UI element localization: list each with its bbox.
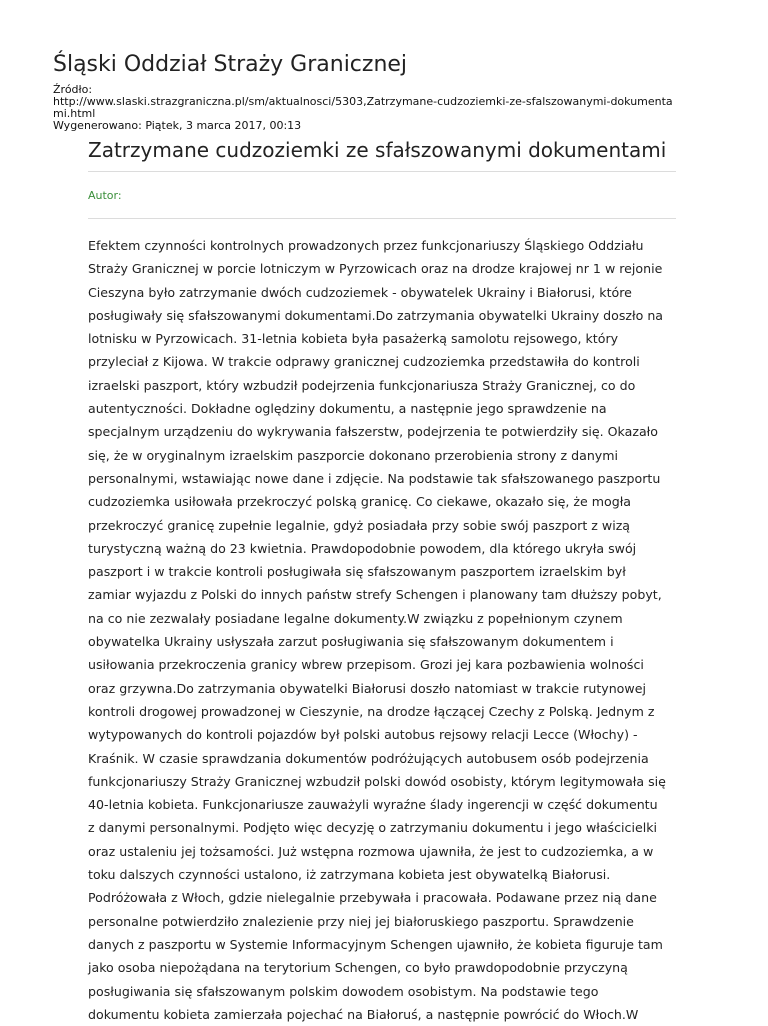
article-body-line: oraz grzywna.Do zatrzymania obywatelki Białorusi doszło natomiast w trakcie rutynowej (88, 680, 646, 696)
article-body-line: 40-letnia kobieta. Funkcjonariusze zauważyli wyraźne ślady ingerencji w część dokumentu (88, 797, 658, 813)
article-body (88, 234, 680, 1026)
article-body-line: funkcjonariuszy Straży Granicznej wzbudził polski dowód osobisty, którym legitymowała się (88, 773, 666, 789)
article-body-line: obywatelka Ukrainy usłyszała zarzut posługiwania się sfałszowanym dokumentem i (88, 634, 614, 650)
source-url[interactable]: http://www.slaski.strazgraniczna.pl/sm/aktualnosci/5303,Zatrzymane-cudzoziemki-ze-sfalszowanymi-dokumenta (53, 95, 673, 108)
article-body-line: posługiwały się sfałszowanymi dokumentami.Do zatrzymania obywatelki Ukrainy doszło na (88, 307, 664, 323)
article-body-line: dokumentu kobieta zamierzała pojechać na Białoruś, a następnie powrócić do Włoch.W (88, 1006, 639, 1022)
article-body-line: przekroczyć granicę zupełnie legalnie, gdyż posiadała przy sobie swój paszport z wizą (88, 517, 631, 533)
article-title: Zatrzymane cudzoziemki ze sfałszowanymi dokumentami (88, 138, 667, 162)
article-body-line: posługiwania się sfałszowanym polskim dowodem osobistym. Na podstawie tego (88, 983, 599, 999)
article-body-line: zamiar wyjazdu z Polski do innych państw strefy Schengen i planowany tam dłuższy pobyt, (88, 587, 662, 603)
author-label: Autor: (88, 189, 122, 202)
generated-timestamp: Wygenerowano: Piątek, 3 marca 2017, 00:13 (53, 119, 302, 132)
article-body-line: wytypowanych do kontroli pojazdów był polski autobus rejsowy relacji Lecce (Włochy) - (88, 727, 638, 743)
divider (88, 171, 676, 172)
article-body-line: na co nie zezwalały posiadane legalne dokumenty.W związku z popełnionym czynem (88, 610, 623, 626)
article-body-line: oraz ustaleniu jej tożsamości. Już wstępna rozmowa ujawniła, że jest to cudzoziemka, a w (88, 843, 654, 859)
article-body-line: personalnymi, wstawiając nowe dane i zdjęcie. Na podstawie tak sfałszowanego paszportu (88, 470, 661, 486)
document-meta (53, 84, 713, 132)
article-body-line: danych z paszportu w Systemie Informacyjnym Schengen ujawniło, że kobieta figuruje tam (88, 936, 663, 952)
article-body-line: Efektem czynności kontrolnych prowadzonych przez funkcjonariuszy Śląskiego Oddziału (88, 238, 644, 253)
source-url-continuation[interactable]: mi.html (53, 107, 96, 120)
source-label: Źródło: (53, 83, 93, 96)
article-body-line: przyleciał z Kijowa. W trakcie odprawy granicznej cudzoziemka przedstawiła do kontroli (88, 354, 640, 370)
article-body-line: personalne potwierdziło znalezienie przy niej jej białoruskiego paszportu. Sprawdzenie (88, 913, 634, 929)
article-body-line: autentyczności. Dokładne oględziny dokumentu, a następnie jego sprawdzenie na (88, 401, 607, 417)
article-body-line: jako osoba niepożądana na terytorium Schengen, co było prawdopodobnie przyczyną (88, 960, 628, 976)
article-body-line: cudzoziemka usiłowała przekroczyć polską granicę. Co ciekawe, okazało się, że mogła (88, 494, 632, 510)
article-body-line: Podróżowała z Włoch, gdzie nielegalnie przebywała i pracowała. Podawane przez nią dane (88, 890, 657, 906)
article-body-line: z danymi personalnymi. Podjęto więc decyzję o zatrzymaniu dokumentu i jego właścicielki (88, 820, 657, 836)
article-body-line: usiłowania przekroczenia granicy wbrew przepisom. Grozi jej kara pozbawienia wolności (88, 657, 644, 673)
article-body-line: paszport i w trakcie kontroli posługiwała się sfałszowanym paszportem izraelskim był (88, 564, 626, 580)
article-body-line: lotnisku w Pyrzowicach. 31-letnia kobieta była pasażerką samolotu rejsowego, który (88, 331, 619, 347)
article-body-line: izraelski paszport, który wzbudził podejrzenia funkcjonariusza Straży Granicznej, co do (88, 377, 636, 393)
site-title: Śląski Oddział Straży Granicznej (53, 52, 408, 77)
article-body-line: kontroli drogowej prowadzonej w Cieszynie, na drodze łączącej Czechy z Polską. Jednym z (88, 703, 655, 719)
article-body-line: się, że w oryginalnym izraelskim paszporcie dokonano przerobienia strony z danymi (88, 447, 619, 463)
article-body-line: Kraśnik. W czasie sprawdzania dokumentów podróżujących autobusem osób podejrzenia (88, 750, 649, 766)
article-body-line: turystyczną ważną do 23 kwietnia. Prawdopodobnie powodem, dla którego ukryła swój (88, 540, 637, 556)
article-body-line: toku dalszych czynności ustalono, iż zatrzymana kobieta jest obywatelką Białorusi. (88, 867, 611, 883)
article-body-line: Cieszyna było zatrzymanie dwóch cudzoziemek - obywatelek Ukrainy i Białorusi, które (88, 284, 632, 300)
divider (88, 218, 676, 219)
article-body-line: Straży Granicznej w porcie lotniczym w Pyrzowicach oraz na drodze krajowej nr 1 w rejonie (88, 261, 663, 277)
article-body-line: specjalnym urządzeniu do wykrywania fałszerstw, podejrzenia te potwierdziły się. Okazało (88, 424, 658, 440)
